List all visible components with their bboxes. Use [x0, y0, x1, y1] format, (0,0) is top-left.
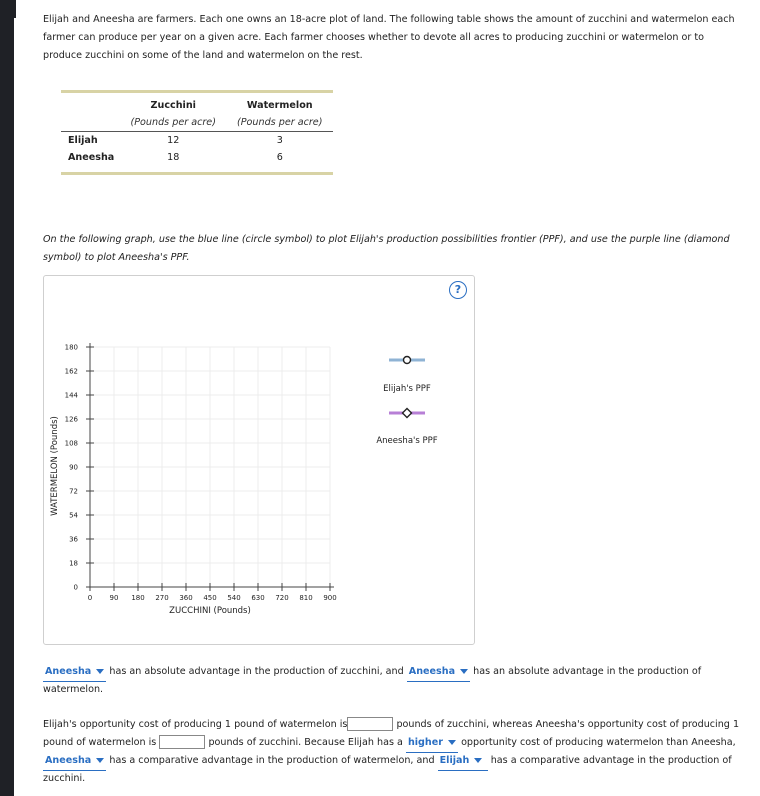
graph-panel[interactable]: [43, 275, 475, 645]
table-corner-2: [61, 114, 120, 132]
table-row: [61, 149, 333, 172]
row-label-aneesha: Aneesha: [68, 152, 115, 163]
cell-elijah-zucchini: 12: [167, 135, 180, 146]
x-axis-label: ZUCCHINI (Pounds): [169, 606, 251, 616]
y-tick-label: 108: [64, 439, 78, 448]
q2-text7: has a comparative advantage in the production of: [490, 755, 732, 766]
select-value: Elijah: [439, 755, 470, 766]
q2-text4: pounds of zucchini. Because Elijah has a: [208, 737, 403, 748]
left-edge-bar: [0, 0, 14, 796]
q2-text2: pounds of zucchini, whereas Aneesha's opportunity cost of producing 1: [396, 719, 740, 730]
q2-text8: zucchini.: [43, 773, 86, 784]
chevron-down-icon: [460, 669, 468, 674]
select-value: higher: [407, 737, 443, 748]
absolute-watermelon-select[interactable]: [407, 663, 470, 682]
legend-aneesha-diamond-icon[interactable]: [403, 409, 412, 418]
left-edge-nub: [14, 0, 16, 18]
comparative-watermelon-select[interactable]: [43, 752, 106, 771]
elijah-opportunity-cost-input[interactable]: [347, 717, 393, 731]
help-icon[interactable]: ?: [449, 281, 467, 299]
col-header-watermelon: Watermelon: [246, 100, 313, 111]
x-tick-label: 540: [227, 594, 241, 602]
legend-elijah-tool[interactable]: [389, 357, 425, 364]
legend-aneesha-label: Aneesha's PPF: [376, 436, 438, 446]
chevron-down-icon: [448, 740, 456, 745]
row-label-elijah: Elijah: [68, 135, 98, 146]
chevron-down-icon: [96, 669, 104, 674]
y-tick-labels: [65, 344, 79, 592]
graph-instructions: On the following graph, use the blue line (circle symbol) to plot Elijah's production possibilities frontier (PPF), and use the purple line (diamond symbol) to plot Aneesha's PPF.: [43, 234, 730, 263]
x-tick-label: 90: [109, 594, 119, 602]
production-table: [61, 90, 333, 175]
grid-lines: [90, 347, 330, 587]
y-tick-label: 36: [69, 535, 78, 544]
x-tick-label: 810: [299, 594, 313, 602]
comparative-zucchini-select[interactable]: [438, 752, 488, 771]
chevron-down-icon: [96, 758, 104, 763]
q1-text2: has an absolute advantage in the production of: [473, 666, 702, 677]
x-tick-label: 630: [251, 594, 265, 602]
x-tick-label: 450: [203, 594, 217, 602]
x-tick-label: 720: [275, 594, 289, 602]
table-row: [61, 132, 333, 149]
y-tick-label: 18: [69, 559, 78, 568]
x-tick-label: 0: [87, 594, 93, 602]
legend-elijah-circle-icon[interactable]: [404, 357, 411, 364]
legend-aneesha-tool[interactable]: [389, 409, 425, 418]
y-tick-label: 126: [64, 415, 78, 424]
y-tick-label: 72: [69, 487, 78, 496]
chevron-down-icon: [474, 758, 482, 763]
aneesha-opportunity-cost-input[interactable]: [159, 735, 205, 749]
col-header-zucchini: Zucchini: [150, 100, 196, 111]
y-axis-label: WATERMELON (Pounds): [50, 416, 60, 516]
opportunity-cost-comparison-select[interactable]: [406, 734, 458, 753]
cell-aneesha-zucchini: 18: [167, 152, 180, 163]
y-tick-label: 0: [73, 583, 78, 592]
q1-text3: watermelon.: [43, 684, 104, 695]
ppf-graph[interactable]: [44, 276, 474, 644]
absolute-zucchini-select[interactable]: [43, 663, 106, 682]
x-tick-label: 270: [155, 594, 169, 602]
select-value: Aneesha: [408, 666, 456, 677]
q2-text6: has a comparative advantage in the production of watermelon, and: [109, 755, 435, 766]
table-corner: [61, 93, 120, 114]
x-tick-label: 360: [179, 594, 193, 602]
x-tick-label: 900: [323, 594, 337, 602]
legend-elijah-label: Elijah's PPF: [383, 384, 431, 394]
y-tick-label: 54: [69, 511, 78, 520]
q2-text1: Elijah's opportunity cost of producing 1 pound of watermelon is: [43, 719, 348, 730]
col-unit-zucchini: (Pounds per acre): [130, 117, 216, 128]
q1-text1: has an absolute advantage in the production of zucchini, and: [109, 666, 404, 677]
x-tick-labels: [88, 594, 337, 602]
q2-text3: pound of watermelon is: [43, 737, 157, 748]
y-tick-label: 180: [64, 343, 78, 352]
x-tick-label: 180: [131, 594, 145, 602]
absolute-advantage-question: [43, 663, 743, 703]
cell-aneesha-watermelon: 6: [276, 152, 283, 163]
opportunity-cost-question: [43, 716, 743, 792]
col-unit-watermelon: (Pounds per acre): [237, 117, 323, 128]
select-value: Aneesha: [45, 755, 92, 766]
cell-elijah-watermelon: 3: [276, 135, 283, 146]
select-value: Aneesha: [45, 666, 92, 677]
y-tick-label: 162: [64, 367, 78, 376]
q2-text5: opportunity cost of producing watermelon than Aneesha,: [461, 737, 736, 748]
intro-paragraph: Elijah and Aneesha are farmers. Each one owns an 18-acre plot of land. The following table shows the amount of zucchini and watermelon each farmer can produce per year on a given acre. Each farmer chooses whether to devote all acres to producing zucchini or watermelon or to produce zucchini on some of the land and watermelon on the rest.: [43, 14, 735, 61]
y-tick-label: 144: [64, 391, 78, 400]
y-tick-label: 90: [69, 463, 78, 472]
